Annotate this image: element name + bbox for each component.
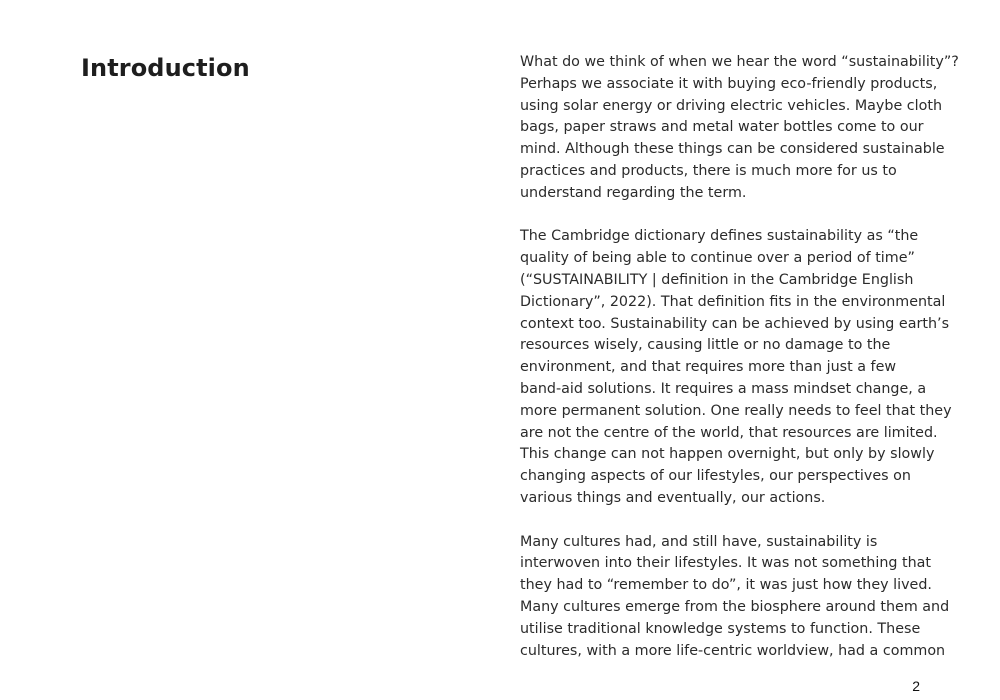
paragraph-3 bbox=[520, 532, 950, 663]
text-line: are not the centre of the world, that resources are limited. bbox=[520, 424, 938, 441]
text-line: This change can not happen overnight, but only by slowly bbox=[520, 446, 935, 463]
text-line: they had to “remember to do”, it was just how they lived. bbox=[520, 577, 932, 594]
paragraph-1 bbox=[520, 52, 959, 205]
text-line: cultures, with a more life-centric worldview, had a common bbox=[520, 642, 946, 659]
text-line: using solar energy or driving electric vehicles. Maybe cloth bbox=[520, 97, 943, 114]
text-line: mind. Although these things can be considered sustainable bbox=[520, 141, 945, 158]
text-line: context too. Sustainability can be achieved by using earth’s bbox=[520, 315, 950, 332]
body-text-column bbox=[520, 52, 959, 684]
text-line: changing aspects of our lifestyles, our perspectives on bbox=[520, 468, 911, 485]
text-line: understand regarding the term. bbox=[520, 184, 747, 201]
section-heading: Introduction bbox=[81, 54, 250, 82]
text-line: resources wisely, causing little or no damage to the bbox=[520, 337, 891, 354]
text-line: Many cultures had, and still have, sustainability is bbox=[520, 533, 878, 550]
text-line: utilise traditional knowledge systems to function. These bbox=[520, 620, 921, 637]
text-line: environment, and that requires more than just a few bbox=[520, 359, 897, 376]
text-line: interwoven into their lifestyles. It was not something that bbox=[520, 555, 932, 572]
text-line: Many cultures emerge from the biosphere around them and bbox=[520, 598, 950, 615]
text-line: more permanent solution. One really needs to feel that they bbox=[520, 402, 952, 419]
text-line: band-aid solutions. It requires a mass mindset change, a bbox=[520, 380, 927, 397]
text-line: What do we think of when we hear the word “sustainability”? bbox=[520, 54, 959, 70]
text-line: The Cambridge dictionary defines sustainability as “the bbox=[520, 228, 919, 245]
text-line: Dictionary”, 2022). That definition fits in the environmental bbox=[520, 293, 946, 310]
text-line: Perhaps we associate it with buying eco-friendly products, bbox=[520, 75, 938, 92]
text-line: quality of being able to continue over a period of time” bbox=[520, 250, 915, 267]
text-line: (“SUSTAINABILITY | definition in the Cambridge English bbox=[520, 271, 914, 288]
paragraph-2 bbox=[520, 226, 952, 509]
text-line: bags, paper straws and metal water bottles come to our bbox=[520, 119, 924, 136]
text-line: practices and products, there is much more for us to bbox=[520, 162, 897, 179]
text-line: various things and eventually, our actions. bbox=[520, 489, 826, 506]
page-number: 2 bbox=[912, 678, 920, 694]
